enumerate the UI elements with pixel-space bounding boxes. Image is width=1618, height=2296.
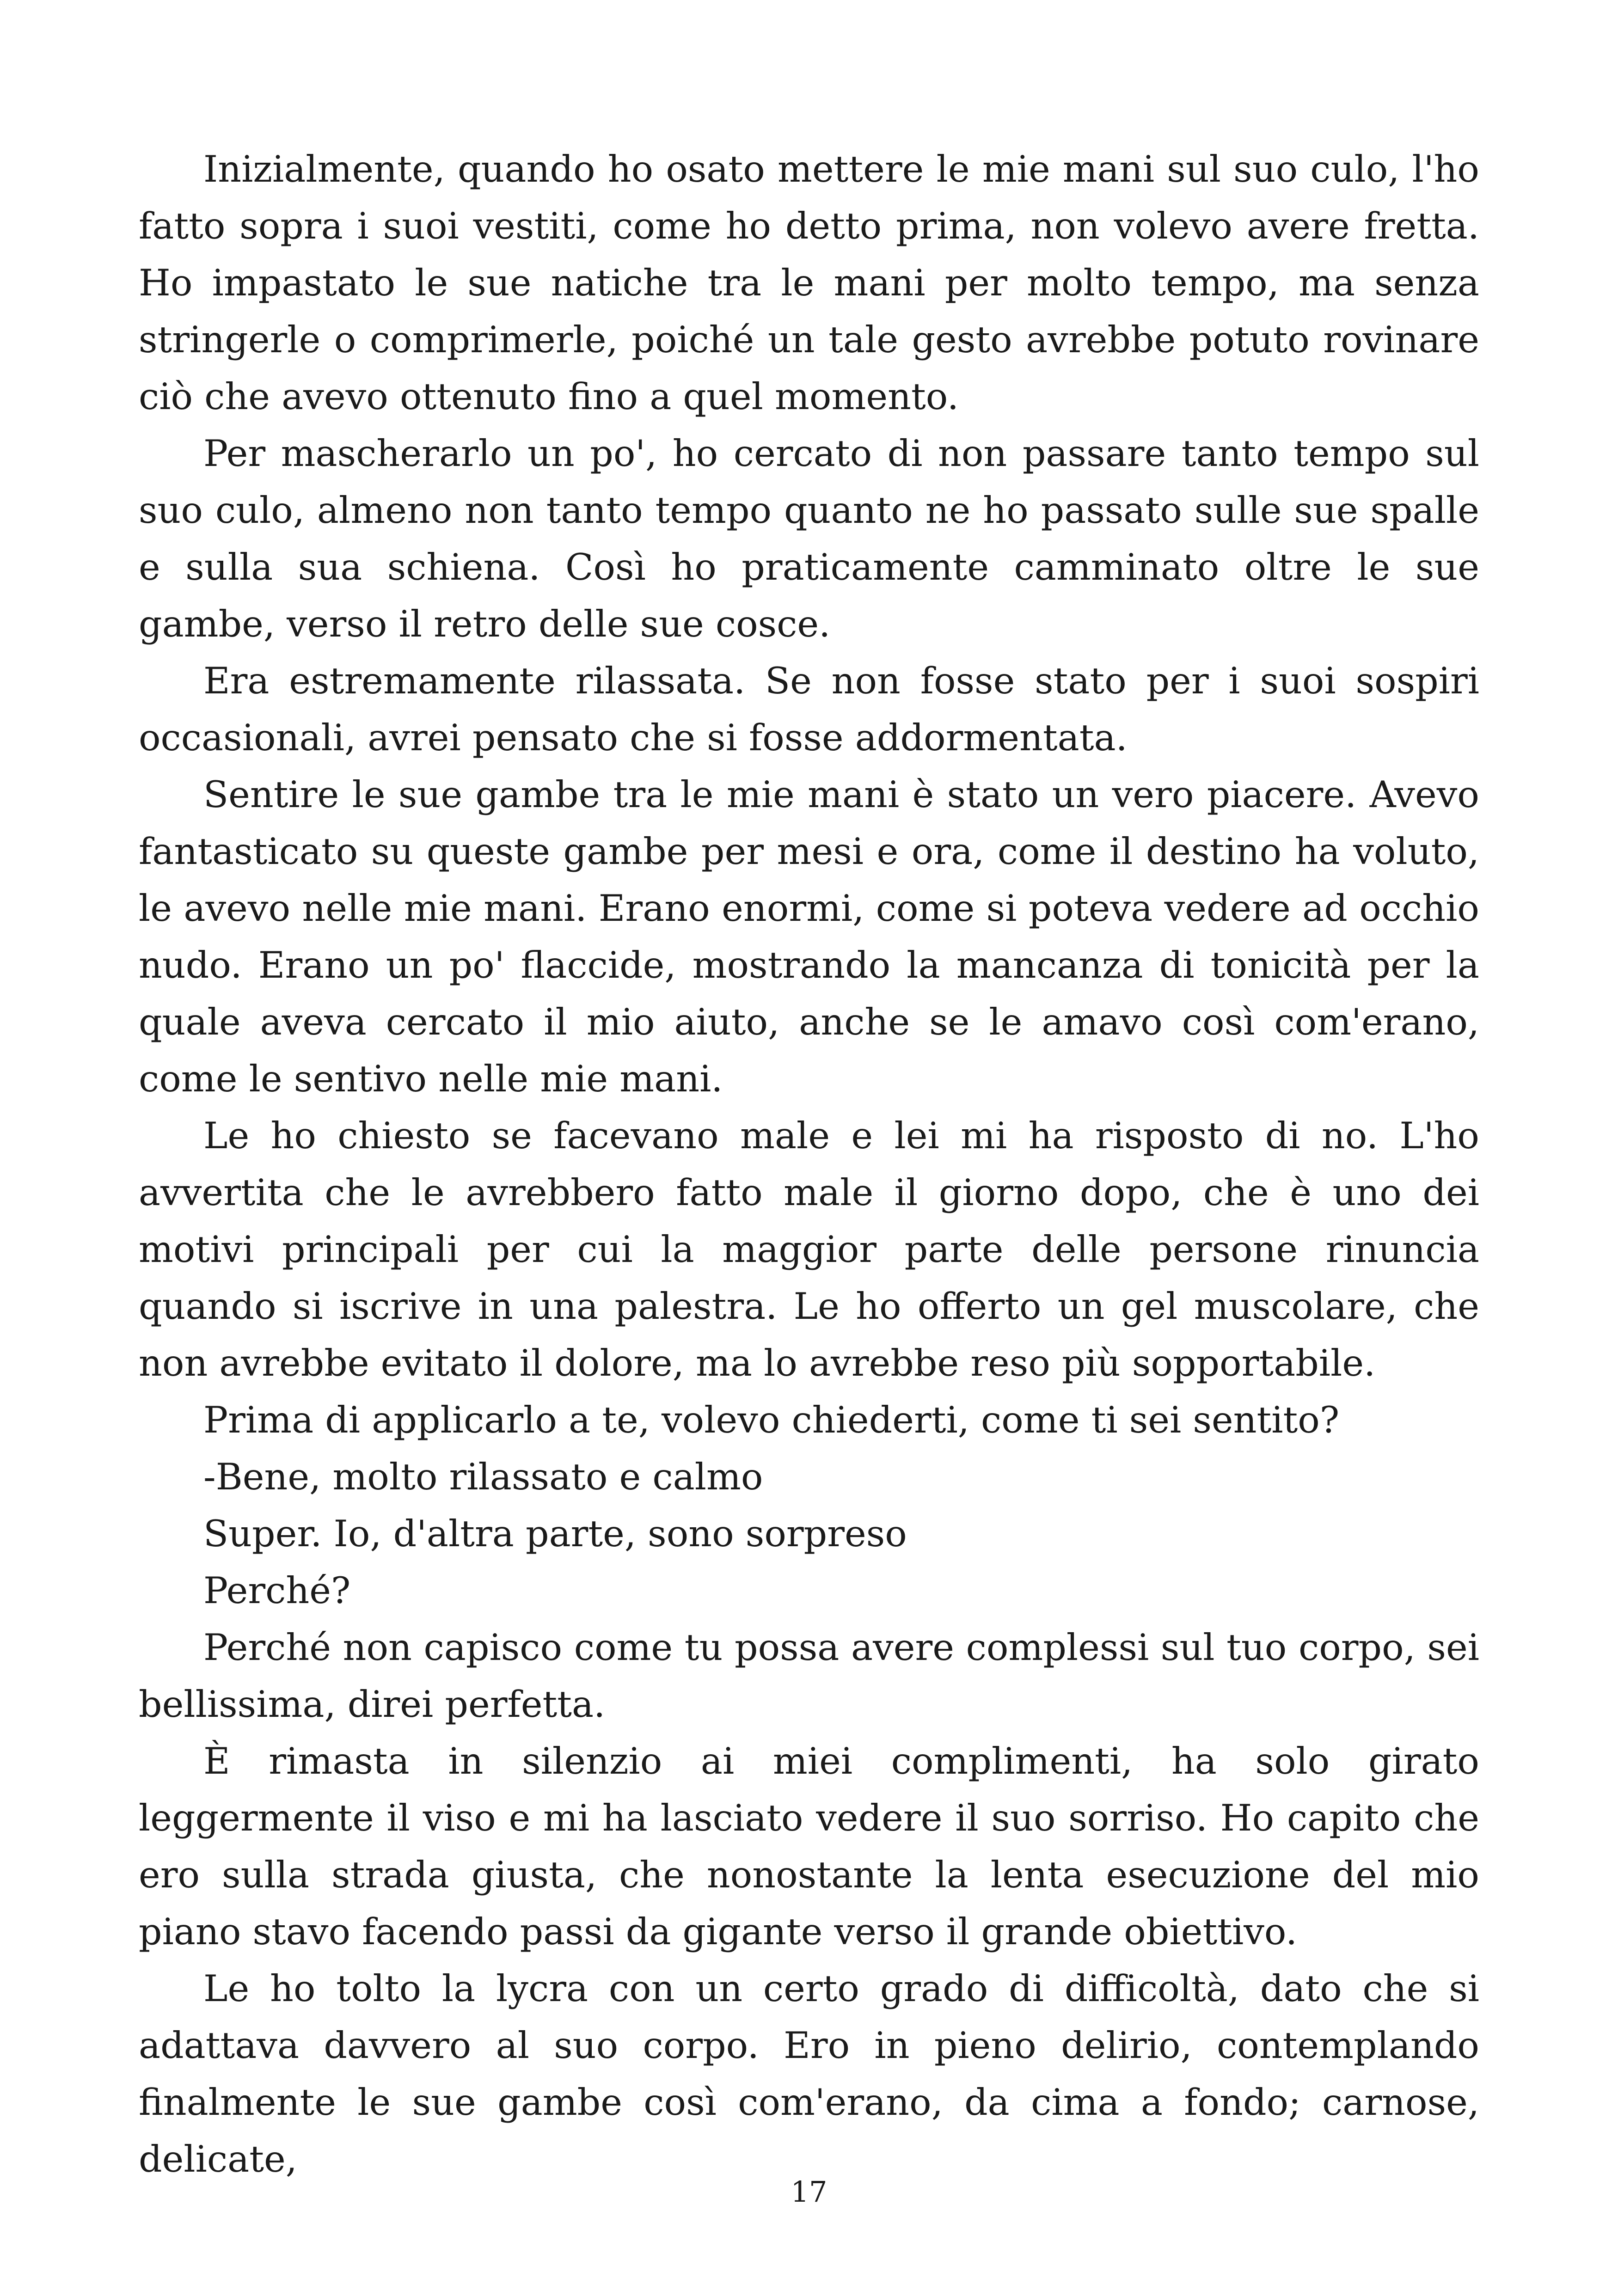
paragraph-2: Per mascherarlo un po', ho cercato di non passare tanto tempo sul suo culo, almeno non tanto tempo quanto ne ho passato sulle sue spalle e sulla sua schiena. Così ho praticamente camminato oltre le sue gambe, verso il retro delle sue cosce. [139, 432, 1479, 645]
paragraph-3: Era estremamente rilassata. Se non fosse stato per i suoi sospiri occasionali, avrei pensato che si fosse addormentata. [139, 660, 1479, 759]
paragraph-10: Perché non capisco come tu possa avere complessi sul tuo corpo, sei bellissima, direi perfetta. [139, 1626, 1479, 1726]
paragraph-9: Perché? [203, 1569, 351, 1612]
page-number: 17 [791, 2175, 827, 2209]
text-body [139, 141, 1479, 2188]
paragraph-5: Le ho chiesto se facevano male e lei mi ha risposto di no. L'ho avvertita che le avrebbero fatto male il giorno dopo, che è uno dei motivi principali per cui la maggior parte delle persone rinuncia quando si iscrive in una palestra. Le ho offerto un gel muscolare, che non avrebbe evitato il dolore, ma lo avrebbe reso più sopportabile. [139, 1114, 1479, 1384]
paragraph-8: Super. Io, d'altra parte, sono sorpreso [203, 1512, 907, 1555]
paragraph-7: -Bene, molto rilassato e calmo [203, 1456, 763, 1498]
paragraph-12: Le ho tolto la lycra con un certo grado di difficoltà, dato che si adattava davvero al suo corpo. Ero in pieno delirio, contemplando finalmente le sue gambe così com'erano, da cima a fondo; carnose, delicate, [139, 1967, 1479, 2180]
paragraph-1: Inizialmente, quando ho osato mettere le mie mani sul suo culo, l'ho fatto sopra i suoi vestiti, come ho detto prima, non volevo avere fretta. Ho impastato le sue natiche tra le mani per molto tempo, ma senza stringerle o comprimerle, poiché un tale gesto avrebbe potuto rovinare ciò che avevo ottenuto fino a quel momento. [139, 148, 1479, 418]
paragraph-4: Sentire le sue gambe tra le mie mani è stato un vero piacere. Avevo fantasticato su queste gambe per mesi e ora, come il destino ha voluto, le avevo nelle mie mani. Erano enormi, come si poteva vedere ad occhio nudo. Erano un po' flaccide, mostrando la mancanza di tonicità per la quale aveva cercato il mio aiuto, anche se le amavo così com'erano, come le sentivo nelle mie mani. [139, 773, 1479, 1100]
paragraph-11: È rimasta in silenzio ai miei complimenti, ha solo girato leggermente il viso e mi ha lasciato vedere il suo sorriso. Ho capito che ero sulla strada giusta, che nonostante la lenta esecuzione del mio piano stavo facendo passi da gigante verso il grande obiettivo. [139, 1740, 1479, 1953]
paragraph-6: Prima di applicarlo a te, volevo chiederti, come ti sei sentito? [203, 1399, 1340, 1441]
